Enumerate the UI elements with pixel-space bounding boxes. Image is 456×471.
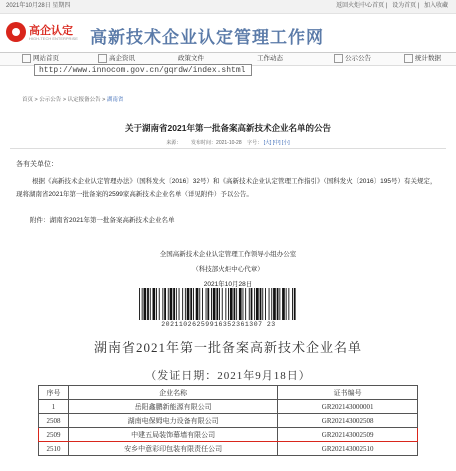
attachment-link[interactable]: 附件：湖南省2021年第一批备案高新技术企业名单 (30, 217, 175, 224)
breadcrumb-current[interactable]: 湖南省 (106, 97, 124, 103)
table-row-highlighted (39, 428, 418, 442)
breadcrumb-item[interactable]: 首页 (22, 97, 34, 103)
nav-label: 政策文件 (178, 55, 204, 62)
set-homepage-link[interactable]: 设为首页 (392, 3, 417, 9)
nav-item-work[interactable] (257, 53, 283, 65)
font-medium-link[interactable]: [中] (272, 140, 281, 146)
row-company: 中建五局装饰幕墙有限公司 (68, 428, 277, 442)
nav-item-notice[interactable] (334, 53, 371, 65)
row-index: 2510 (39, 442, 69, 456)
url-overlay[interactable]: http://www.innocom.gov.cn/gqrdw/index.shtml (34, 64, 252, 76)
news-icon (98, 54, 107, 63)
recipient: 各有关单位： (16, 161, 58, 168)
nav-label: 网站首页 (33, 55, 59, 62)
breadcrumb-item[interactable]: 认定报备公告 (67, 97, 101, 103)
home-icon (22, 54, 31, 63)
meta-font-label: 字号： (247, 140, 263, 146)
list-title: 湖南省2021年第一批备案高新技术企业名单 (93, 340, 362, 355)
nav-label: 统计数据 (415, 55, 441, 62)
header-cert: 证书编号 (278, 386, 418, 400)
nav-label: 工作动态 (257, 55, 283, 62)
breadcrumb: 首页 > 公示公告 > 认定报备公告 > 湖南省 (22, 97, 124, 103)
meta-date: 发布时间：2021-10-28 (191, 140, 242, 146)
row-cert: GR202143000001 (278, 400, 418, 414)
breadcrumb-item[interactable]: 公示公告 (39, 97, 62, 103)
issue-date: （发证日期：2021年9月18日） (145, 370, 311, 382)
logo-text: 高企认定 (29, 24, 73, 37)
header-index: 序号 (39, 386, 69, 400)
article-meta (10, 139, 446, 146)
row-cert: GR202143002509 (278, 428, 418, 442)
article-paragraph: 根据《高新技术企业认定管理办法》（国科发火〔2016〕32号）和《高新技术企业认定管理工作指引》（国科发火〔2016〕195号）有关规定，现将湖南省2021年第一批备案的2599家高新技术企业名单（详见附件）予以公告。 (16, 178, 437, 198)
font-small-link[interactable]: [小] (281, 140, 290, 146)
divider (10, 148, 446, 149)
stats-icon (404, 54, 413, 63)
site-logo[interactable] (6, 20, 76, 46)
row-index: 2508 (39, 414, 69, 428)
logo-subtext: HIGH-TECH ENTERPRISE (29, 36, 78, 41)
font-large-link[interactable]: [大] (263, 140, 272, 146)
signature-org: 全国高新技术企业认定管理工作领导小组办公室 (159, 251, 297, 258)
barcode-number: 20211026259916352361307 23 (161, 321, 276, 328)
row-company: 湖南电保姆电力设备有限公司 (68, 414, 277, 428)
nav-item-stats[interactable] (404, 53, 441, 65)
table-row (39, 400, 418, 414)
home-link[interactable]: 返回火炬中心首页 (336, 3, 385, 9)
row-index: 2509 (39, 428, 69, 442)
barcode (137, 288, 300, 328)
table-header-row (39, 386, 418, 400)
signature-sub: （科技部火炬中心代章） (192, 266, 264, 273)
table-row (39, 414, 418, 428)
signature-date: 2021年10月28日 (203, 281, 253, 288)
top-bar (0, 0, 456, 14)
row-cert: GR202143002508 (278, 414, 418, 428)
row-cert: GR202143002510 (278, 442, 418, 456)
row-index: 1 (39, 400, 69, 414)
notice-icon (334, 54, 343, 63)
company-table (38, 385, 418, 456)
site-banner (0, 14, 456, 52)
nav-label: 高企资讯 (109, 55, 135, 62)
current-date: 2021年10月28日 星期四 (6, 3, 71, 9)
nav-label: 公示公告 (345, 55, 371, 62)
add-favorite-link[interactable]: 加入收藏 (423, 3, 448, 9)
site-title: 高新技术企业认定管理工作网 (90, 28, 324, 48)
article-title: 关于湖南省2021年第一批备案高新技术企业名单的公告 (125, 123, 331, 133)
row-company: 安乡中意彩印包装有限责任公司 (68, 442, 277, 456)
barcode-icon (137, 288, 300, 320)
header-company: 企业名称 (68, 386, 277, 400)
logo-mark-icon (6, 22, 26, 42)
top-links: 返回火炬中心首页 | 设为首页 | 加入收藏 (336, 3, 448, 9)
row-company: 岳阳鑫鹏新能源有限公司 (68, 400, 277, 414)
table-row (39, 442, 418, 456)
meta-source: 来源： (166, 140, 182, 146)
